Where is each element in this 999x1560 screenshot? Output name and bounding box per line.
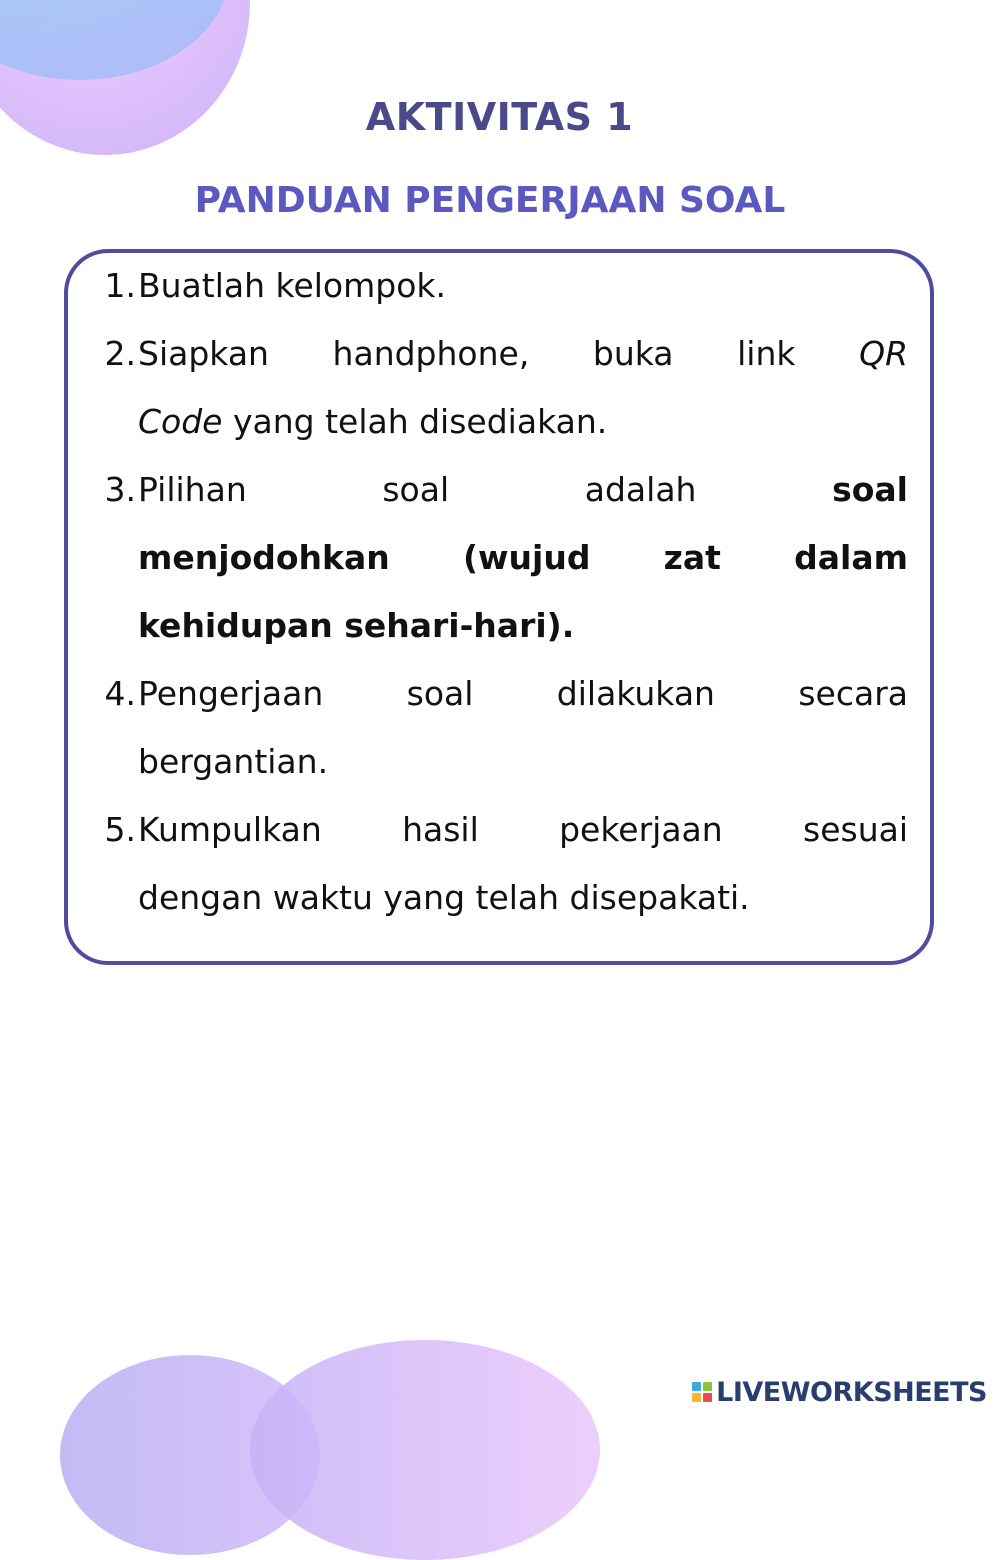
- list-item: [96, 320, 908, 456]
- step-text: [138, 320, 908, 456]
- page-subtitle: PANDUAN PENGERJAAN SOAL: [194, 180, 786, 221]
- step-number: 5.: [104, 810, 136, 849]
- step-line-bold: kehidupan sehari-hari).: [138, 606, 575, 645]
- logo-square: [703, 1382, 712, 1391]
- instruction-list: [96, 252, 908, 932]
- logo-square: [692, 1382, 701, 1391]
- logo-icon: [692, 1382, 712, 1402]
- step-line: dengan waktu yang telah disepakati.: [138, 878, 750, 917]
- step-line-italic: QR: [859, 334, 908, 373]
- step-line: [138, 388, 908, 456]
- step-line: Buatlah kelompok.: [138, 266, 446, 305]
- step-line-bold: menjodohkan (wujud zat dalam: [138, 538, 908, 577]
- list-item: [96, 660, 908, 796]
- step-line-italic: Code: [138, 402, 223, 441]
- step-text: [138, 660, 908, 796]
- step-number: 2.: [104, 334, 136, 373]
- step-text: [138, 456, 908, 660]
- logo-text: LIVEWORKSHEETS: [716, 1376, 987, 1408]
- step-number: 4.: [104, 674, 136, 713]
- step-number: 1.: [104, 266, 136, 305]
- step-text: [138, 252, 908, 320]
- step-line: bergantian.: [138, 742, 329, 781]
- step-number: 3.: [104, 470, 136, 509]
- list-item: [96, 252, 908, 320]
- decorative-blob: [60, 1355, 320, 1555]
- decorative-blob: [250, 1340, 600, 1560]
- list-item: [96, 796, 908, 932]
- step-line: [138, 456, 908, 524]
- list-item: [96, 456, 908, 660]
- step-line: Pengerjaan soal dilakukan secara: [138, 674, 908, 713]
- step-line: Kumpulkan hasil pekerjaan sesuai: [138, 810, 908, 849]
- logo-square: [703, 1393, 712, 1402]
- step-line: [138, 320, 908, 388]
- step-text: [138, 796, 908, 932]
- step-line-text: yang telah disediakan.: [222, 402, 608, 441]
- page-title: AKTIVITAS 1: [365, 95, 634, 139]
- logo-square: [692, 1393, 701, 1402]
- liveworksheets-logo: [692, 1375, 987, 1409]
- step-line-text: Pilihan soal adalah: [138, 470, 833, 509]
- step-line-text: Siapkan handphone, buka link: [138, 334, 860, 373]
- decorative-blob: [0, 0, 230, 80]
- step-line-bold: soal: [832, 470, 908, 509]
